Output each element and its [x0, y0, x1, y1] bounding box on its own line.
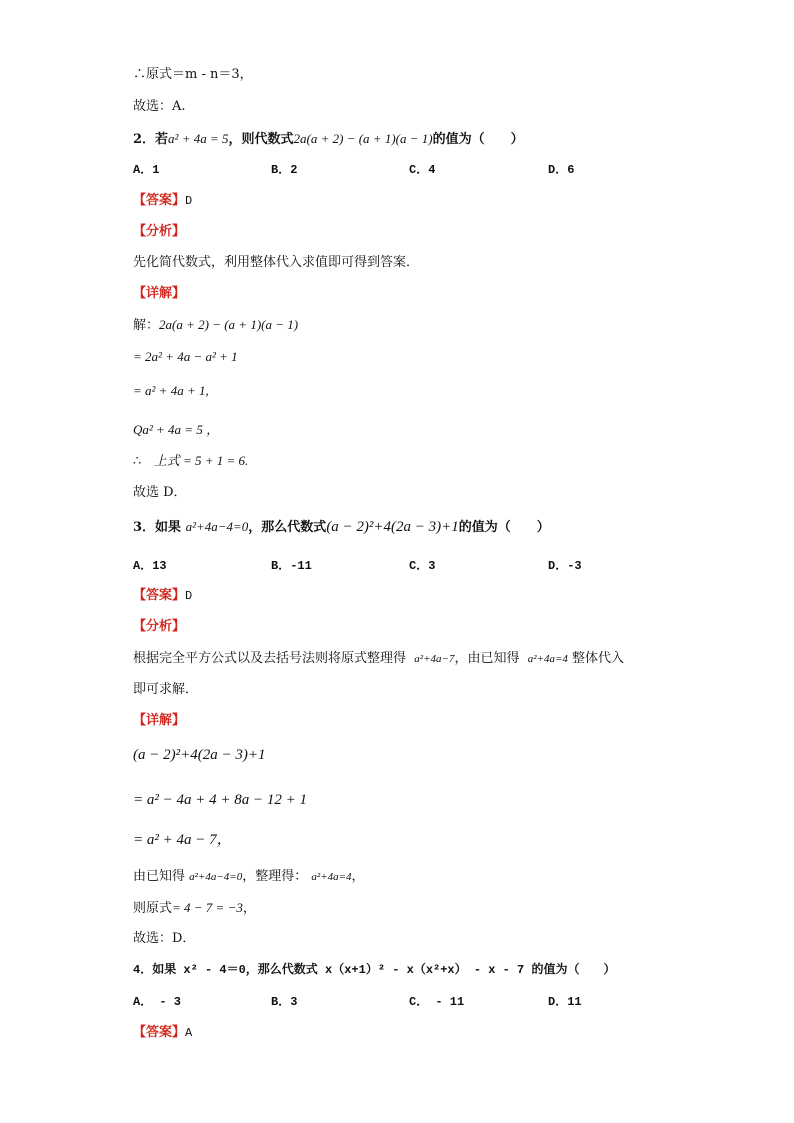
option: D．11 [548, 995, 582, 1009]
option: A．13 [133, 559, 167, 573]
analysis-text: 先化简代数式，利用整体代入求值即可得到答案． [133, 255, 420, 270]
option: A． - 3 [133, 995, 182, 1009]
analysis-text: 根据完全平方公式以及去括号法则将原式整理得 a²+4a−7，由已知得 a²+4a=4 整体代入 [133, 651, 625, 666]
option: B．-11 [271, 559, 312, 573]
analysis-text: 即可求解． [133, 682, 199, 697]
conclusion-line: 故选 D． [133, 485, 187, 500]
text-line: 故选：A. [133, 99, 186, 114]
detail-line: = 2a² + 4a − a² + 1 [133, 349, 238, 364]
option: C． - 11 [409, 995, 465, 1009]
detail-line: 则原式= 4 − 7 = −3， [133, 900, 256, 916]
detail-line: (a − 2)²+4(2a − 3)+1 [133, 747, 266, 763]
answer-line: 【答案】A [133, 1025, 193, 1040]
detail-line: 解：2a(a + 2) − (a + 1)(a − 1) [133, 317, 299, 333]
question-3-stem: 3．如果 a²+4a−4=0，那么代数式(a − 2)²+4(2a − 3)+1的值为（ ） [133, 519, 550, 535]
detail-label: 【详解】 [133, 713, 186, 728]
answer-line: 【答案】D [133, 588, 193, 603]
question-4-stem: 4．如果 x² - 4＝0，那么代数式 x（x+1）² - x（x²+x） - x - 7 的值为（ ） [133, 963, 616, 977]
option: B．3 [271, 995, 298, 1009]
option: D．-3 [548, 559, 582, 573]
analysis-label: 【分析】 [133, 224, 186, 239]
detail-line: = a² + 4a + 1, [133, 383, 209, 398]
question-2-stem: 2．若a² + 4a = 5，则代数式2a(a + 2) − (a + 1)(a − 1)的值为（ ） [133, 131, 524, 147]
detail-line: ∴ 上式 = 5 + 1 = 6. [133, 453, 249, 468]
detail-label: 【详解】 [133, 286, 186, 301]
answer-line: 【答案】D [133, 193, 193, 208]
analysis-label: 【分析】 [133, 619, 186, 634]
text-line: ∴原式＝m - n＝3， [133, 67, 253, 82]
option: C．4 [409, 163, 436, 177]
detail-line: = a² + 4a − 7， [133, 832, 232, 848]
option: B．2 [271, 163, 298, 177]
detail-line: = a² − 4a + 4 + 8a − 12 + 1 [133, 792, 307, 808]
option: D．6 [548, 163, 575, 177]
option: C．3 [409, 559, 436, 573]
conclusion-line: 故选：D． [133, 931, 196, 946]
detail-line: Qa² + 4a = 5 ， [133, 422, 220, 437]
option: A．1 [133, 163, 160, 177]
detail-line: 由已知得 a²+4a−4=0，整理得： a²+4a=4， [133, 869, 365, 884]
